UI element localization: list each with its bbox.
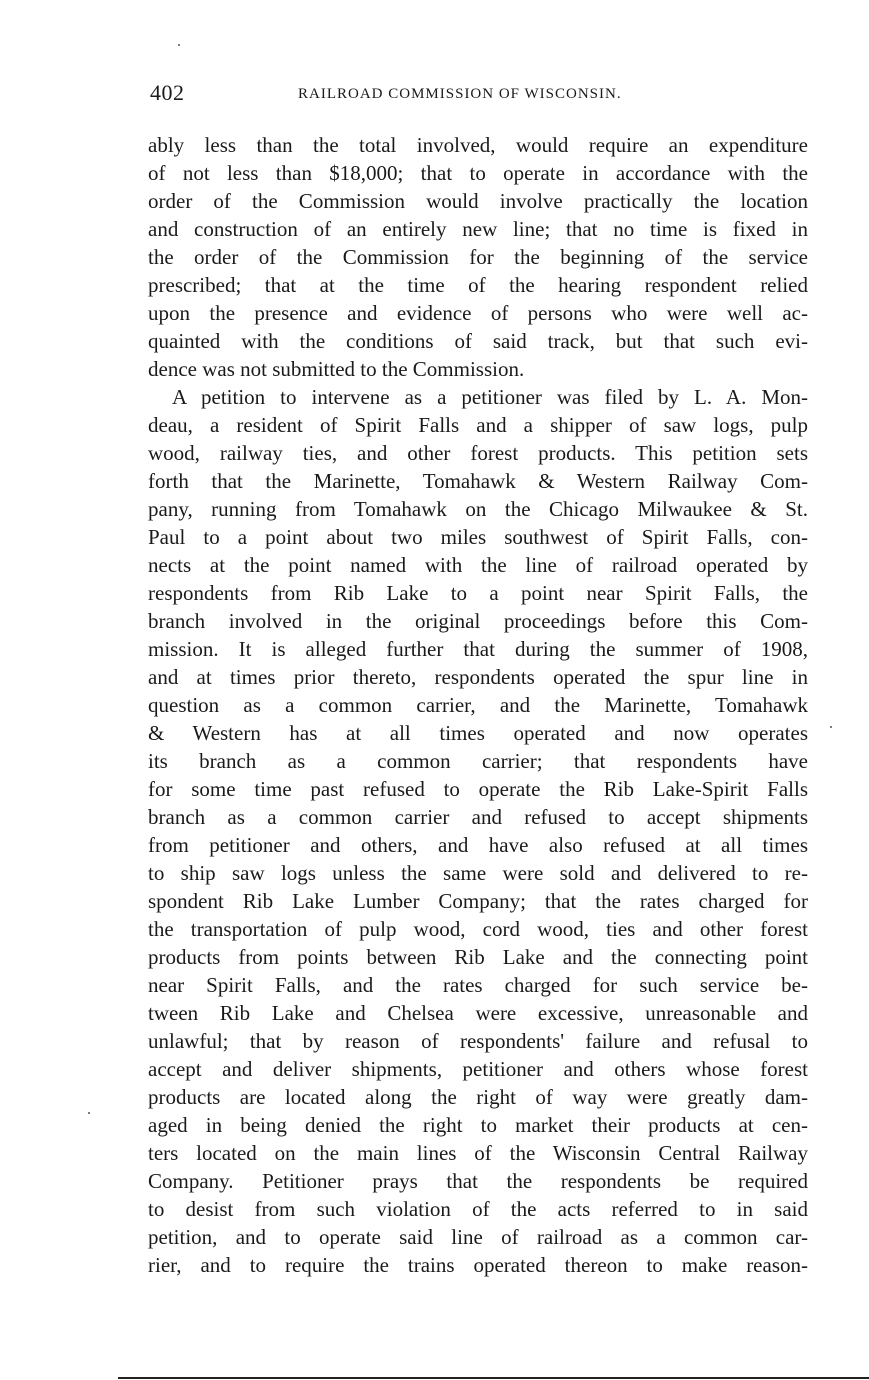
text-line: products are located along the right of way were greatly dam- [148,1085,808,1109]
text-line: from petitioner and others, and have also refused at all times [148,833,808,857]
text-line: ably less than the total involved, would require an expenditure [148,133,808,157]
scan-speck [830,726,832,728]
text-line: & Western has at all times operated and now operates [148,721,808,745]
text-line: the transportation of pulp wood, cord wood, ties and other forest [148,917,808,941]
text-line: respondents from Rib Lake to a point near Spirit Falls, the [148,581,808,605]
text-line: branch as a common carrier and refused to accept shipments [148,805,808,829]
text-line: wood, railway ties, and other forest products. This petition sets [148,441,808,465]
text-line: upon the presence and evidence of persons who were well ac- [148,301,808,325]
text-line: mission. It is alleged further that during the summer of 1908, [148,637,808,661]
text-line: near Spirit Falls, and the rates charged for such service be- [148,973,808,997]
text-line: accept and deliver shipments, petitioner and others whose forest [148,1057,808,1081]
text-line: unlawful; that by reason of respondents' failure and refusal to [148,1029,808,1053]
text-line: forth that the Marinette, Tomahawk & Western Railway Com- [148,469,808,493]
paragraph-start-line: A petition to intervene as a petitioner was filed by L. A. Mon- [172,385,808,409]
text-line: deau, a resident of Spirit Falls and a shipper of saw logs, pulp [148,413,808,437]
text-line: of not less than $18,000; that to operate in accordance with the [148,161,808,185]
text-line: to ship saw logs unless the same were sold and delivered to re- [148,861,808,885]
page-number: 402 [150,80,185,105]
text-line: question as a common carrier, and the Marinette, Tomahawk [148,693,808,717]
text-line: spondent Rib Lake Lumber Company; that the rates charged for [148,889,808,913]
text-line: nects at the point named with the line of railroad operated by [148,553,808,577]
text-line: quainted with the conditions of said track, but that such evi- [148,329,808,353]
text-line: tween Rib Lake and Chelsea were excessive, unreasonable and [148,1001,808,1025]
text-line: prescribed; that at the time of the hearing respondent relied [148,273,808,297]
text-line: pany, running from Tomahawk on the Chicago Milwaukee & St. [148,497,808,521]
text-line: Paul to a point about two miles southwest of Spirit Falls, con- [148,525,808,549]
paragraph-end-line: dence was not submitted to the Commission. [148,357,525,381]
text-line: rier, and to require the trains operated thereon to make reason- [148,1253,808,1277]
bottom-rule [118,1377,869,1379]
running-title: RAILROAD COMMISSION OF WISCONSIN. [298,86,622,102]
text-line: and at times prior thereto, respondents operated the spur line in [148,665,808,689]
scan-speck [178,44,180,46]
text-line: for some time past refused to operate the Rib Lake-Spirit Falls [148,777,808,801]
text-line: and construction of an entirely new line; that no time is fixed in [148,217,808,241]
text-line: petition, and to operate said line of railroad as a common car- [148,1225,808,1249]
text-line: aged in being denied the right to market their products at cen- [148,1113,808,1137]
text-line: products from points between Rib Lake and the connecting point [148,945,808,969]
text-line: ters located on the main lines of the Wisconsin Central Railway [148,1141,808,1165]
text-line: branch involved in the original proceedings before this Com- [148,609,808,633]
text-line: the order of the Commission for the beginning of the service [148,245,808,269]
scan-speck [88,1112,90,1114]
text-line: to desist from such violation of the acts referred to in said [148,1197,808,1221]
text-line: its branch as a common carrier; that respondents have [148,749,808,773]
body-text [148,131,808,1279]
text-line: Company. Petitioner prays that the respondents be required [148,1169,808,1193]
text-line: order of the Commission would involve practically the location [148,189,808,213]
